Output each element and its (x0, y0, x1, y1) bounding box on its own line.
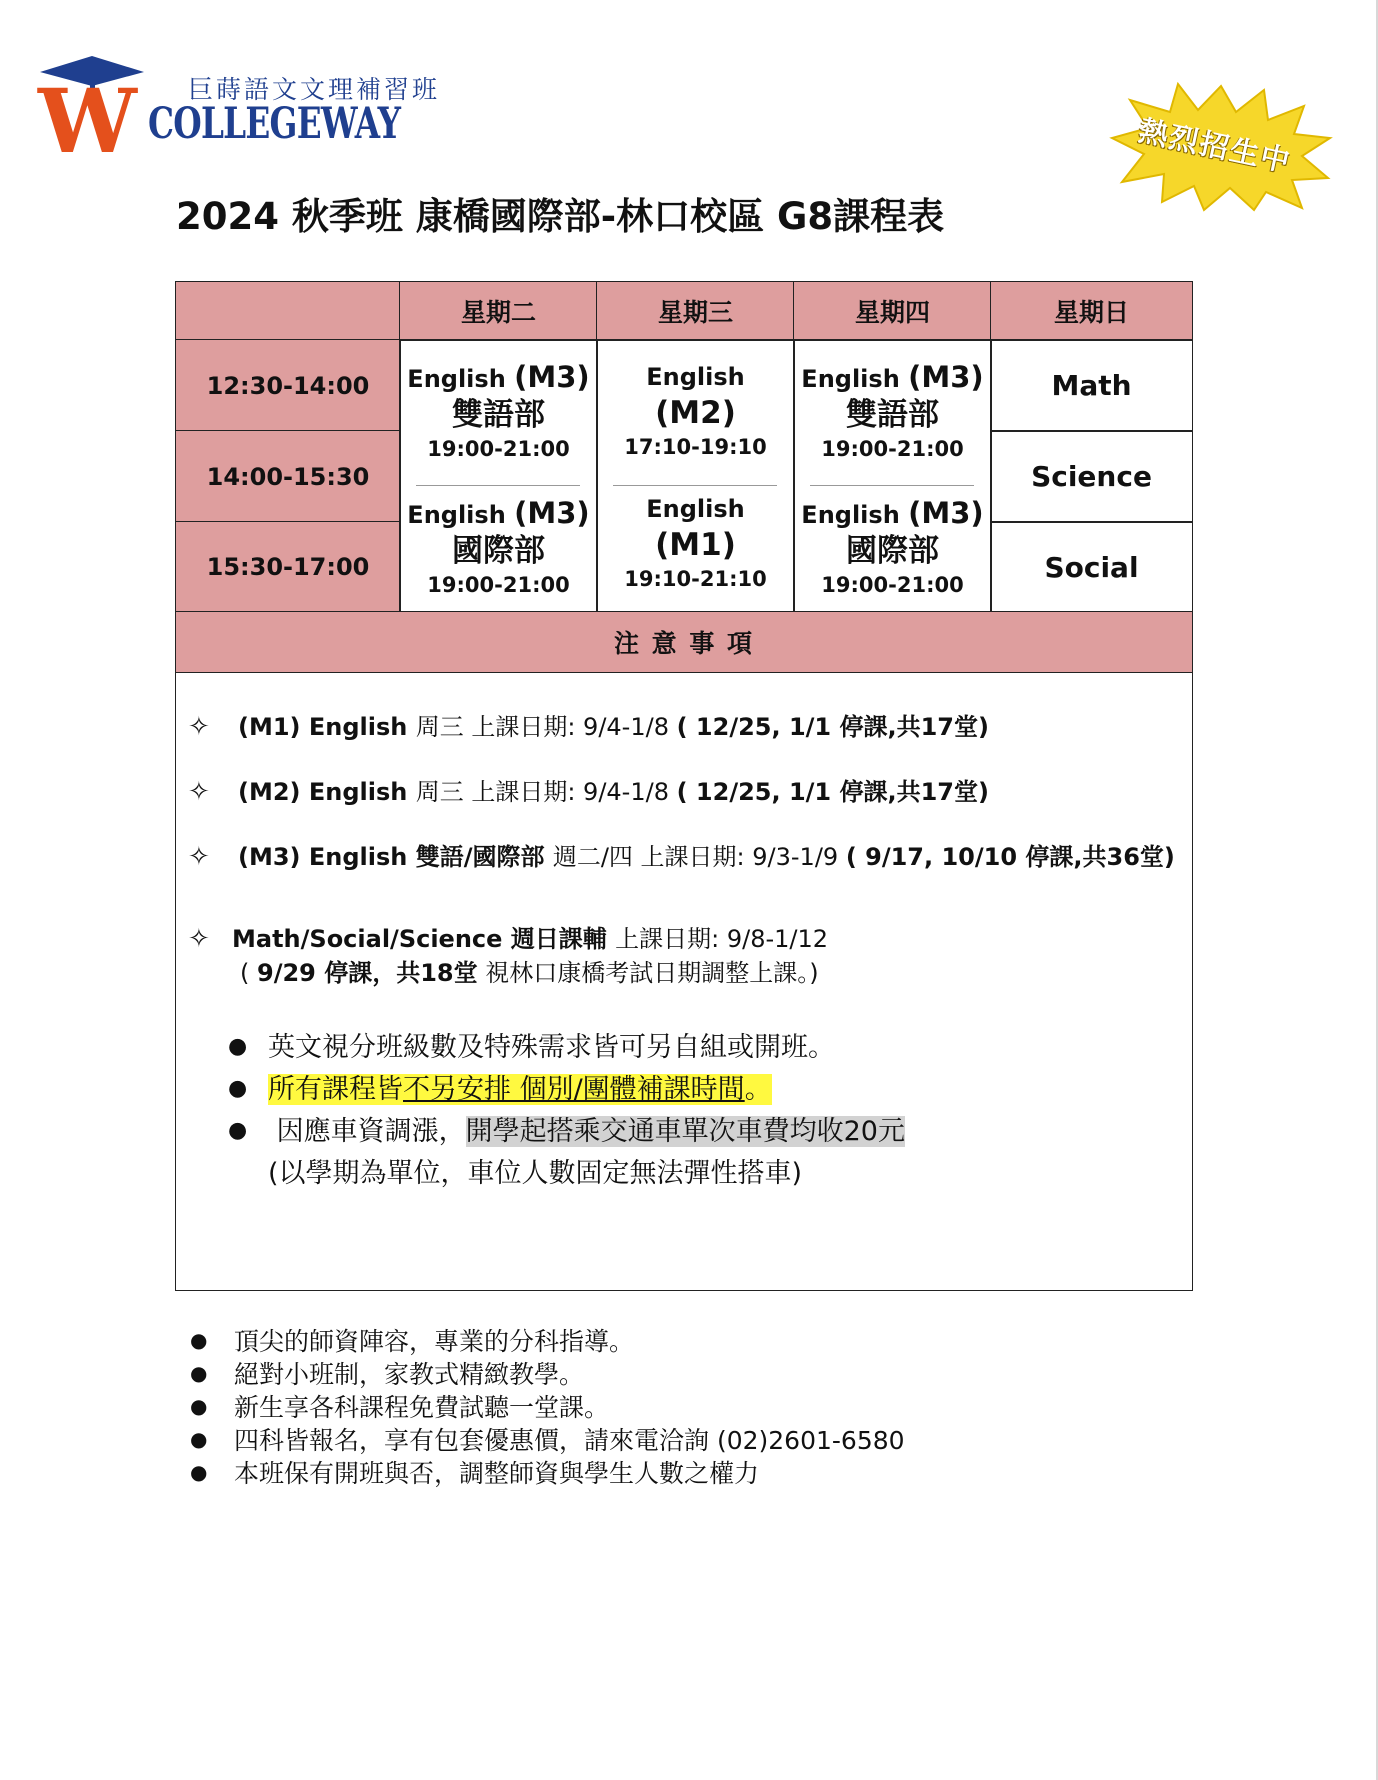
class-subject: English (407, 365, 515, 393)
note-paren: ( (240, 959, 257, 987)
time-slot-1: 12:30-14:00 (175, 339, 401, 432)
bullet-text: 因應車資調漲， (268, 1116, 466, 1147)
class-dept: 雙語部 (452, 397, 545, 433)
header-tuesday: 星期二 (399, 281, 598, 341)
header-wednesday: 星期三 (596, 281, 795, 341)
class-time: 19:00-21:00 (427, 437, 570, 461)
wednesday-class-1 (597, 360, 794, 462)
cell-divider (613, 485, 777, 486)
logo-chinese-name: 巨蒔語文文理補習班 (188, 75, 441, 104)
sparkle-icon: ✧ (188, 777, 210, 807)
header-cell-corner (175, 281, 401, 341)
tuesday-class-2 (400, 496, 597, 600)
note-label: Math/Social/Science 週日課輔 (232, 925, 616, 953)
bullet-icon: ● (190, 1394, 208, 1418)
footer-text: 四科皆報名，享有包套優惠價，請來電洽詢 (02)2601-6580 (234, 1426, 905, 1455)
note-dates: 上課日期: 9/8-1/12 (615, 925, 829, 953)
footer-text: 絕對小班制，家教式精緻教學。 (234, 1360, 585, 1389)
bullet-icon: ● (190, 1460, 208, 1484)
bullet-icon: ● (228, 1034, 248, 1059)
sunday-math: Math (990, 339, 1193, 432)
time-slot-2: 14:00-15:30 (175, 430, 401, 523)
bullet-text: 英文視分班級數及特殊需求皆可另自組或開班。 (268, 1032, 835, 1063)
bullet-class-split (228, 1025, 835, 1064)
note-dates: 周三 上課日期: 9/4-1/8 (415, 713, 677, 741)
badge-text: 熱烈招生中 (1135, 113, 1295, 179)
bullet-icon: ● (190, 1361, 208, 1385)
notes-header: 注 意 事 項 (175, 611, 1193, 673)
note-remark: ( 12/25, 1/1 停課,共17堂) (676, 713, 989, 741)
bullet-highlight: 不另安排 個別/團體補課時間 (403, 1074, 745, 1105)
bullet-text: 所有課程皆 (268, 1074, 403, 1105)
footer-item-4 (190, 1421, 905, 1457)
bullet-highlight: 開學起搭乘交通車單次車費均收20元 (465, 1116, 905, 1147)
class-level: (M3) (908, 496, 984, 530)
sparkle-icon: ✧ (188, 842, 210, 872)
class-time: 19:00-21:00 (821, 437, 964, 461)
class-subject: English (646, 363, 745, 391)
note-label: (M2) English (238, 778, 416, 806)
class-dept: 雙語部 (846, 397, 939, 433)
footer-text: 本班保有開班與否，調整師資與學生人數之權力 (234, 1459, 760, 1488)
sparkle-icon: ✧ (188, 924, 210, 954)
enrollment-badge (1108, 82, 1334, 214)
note-remark: 9/29 停課，共18堂 (257, 959, 478, 987)
class-level: (M3) (514, 496, 590, 530)
class-time: 19:10-21:10 (624, 567, 767, 591)
class-level: (M3) (908, 360, 984, 394)
footer-item-5 (190, 1454, 759, 1490)
bullet-no-makeup (228, 1067, 772, 1106)
class-level: (M3) (514, 360, 590, 394)
bullet-text-end: 。 (744, 1074, 772, 1105)
thursday-cell (793, 339, 992, 613)
class-level: (M2) (655, 395, 736, 431)
bullet-bus-fare (228, 1109, 905, 1148)
footer-item-1 (190, 1322, 634, 1358)
bullet-icon: ● (190, 1328, 208, 1352)
footer-item-3 (190, 1388, 609, 1424)
footer-text: 新生享各科課程免費試聽一堂課。 (234, 1393, 610, 1422)
thursday-class-1 (794, 360, 991, 464)
collegeway-logo (36, 52, 441, 162)
class-dept: 國際部 (452, 533, 545, 569)
class-time: 19:00-21:00 (427, 573, 570, 597)
class-time: 19:00-21:00 (821, 573, 964, 597)
header-thursday: 星期四 (793, 281, 992, 341)
bullet-icon: ● (190, 1427, 208, 1451)
logo-english-name: COLLEGEWAY (148, 99, 401, 149)
tuesday-cell (399, 339, 598, 613)
notes-box (175, 671, 1193, 1291)
cell-divider (416, 485, 580, 486)
note-label: (M1) English (238, 713, 416, 741)
bullet-bus-fare-line2: (以學期為單位，車位人數固定無法彈性搭車) (268, 1158, 803, 1189)
note-m3 (188, 837, 1175, 872)
sunday-science: Science (990, 430, 1193, 523)
note-remark: ( 12/25, 1/1 停課,共17堂) (676, 778, 989, 806)
class-time: 17:10-19:10 (624, 435, 767, 459)
footer-text: 頂尖的師資陣容，專業的分科指導。 (234, 1327, 635, 1356)
class-subject: English (801, 501, 909, 529)
class-subject: English (407, 501, 515, 529)
note-label: (M3) English 雙語/國際部 (238, 843, 553, 871)
logo-letter: W (38, 69, 137, 162)
page-title: 2024 秋季班 康橋國際部-林口校區 G8課程表 (176, 195, 945, 238)
note-adjust: 視林口康橋考試日期調整上課。) (477, 959, 819, 987)
note-sunday (188, 919, 828, 954)
wednesday-cell (596, 339, 795, 613)
note-sunday-line2 (240, 953, 819, 988)
sunday-social: Social (990, 521, 1193, 613)
tuesday-class-1 (400, 360, 597, 464)
note-remark: ( 9/17, 10/10 停課,共36堂) (845, 843, 1175, 871)
sparkle-icon: ✧ (188, 712, 210, 742)
footer-item-2 (190, 1355, 584, 1391)
class-subject: English (801, 365, 909, 393)
wednesday-class-2 (597, 492, 794, 594)
thursday-class-2 (794, 496, 991, 600)
class-dept: 國際部 (846, 533, 939, 569)
note-m2 (188, 772, 989, 807)
time-slot-3: 15:30-17:00 (175, 521, 401, 613)
class-level: (M1) (655, 527, 736, 563)
header-sunday: 星期日 (990, 281, 1193, 341)
bullet-icon: ● (228, 1118, 248, 1143)
bullet-icon: ● (228, 1076, 248, 1101)
class-subject: English (646, 495, 745, 523)
note-m1 (188, 707, 989, 742)
note-dates: 周三 上課日期: 9/4-1/8 (415, 778, 677, 806)
note-dates: 週二/四 上課日期: 9/3-1/9 (552, 843, 846, 871)
cell-divider (810, 485, 974, 486)
